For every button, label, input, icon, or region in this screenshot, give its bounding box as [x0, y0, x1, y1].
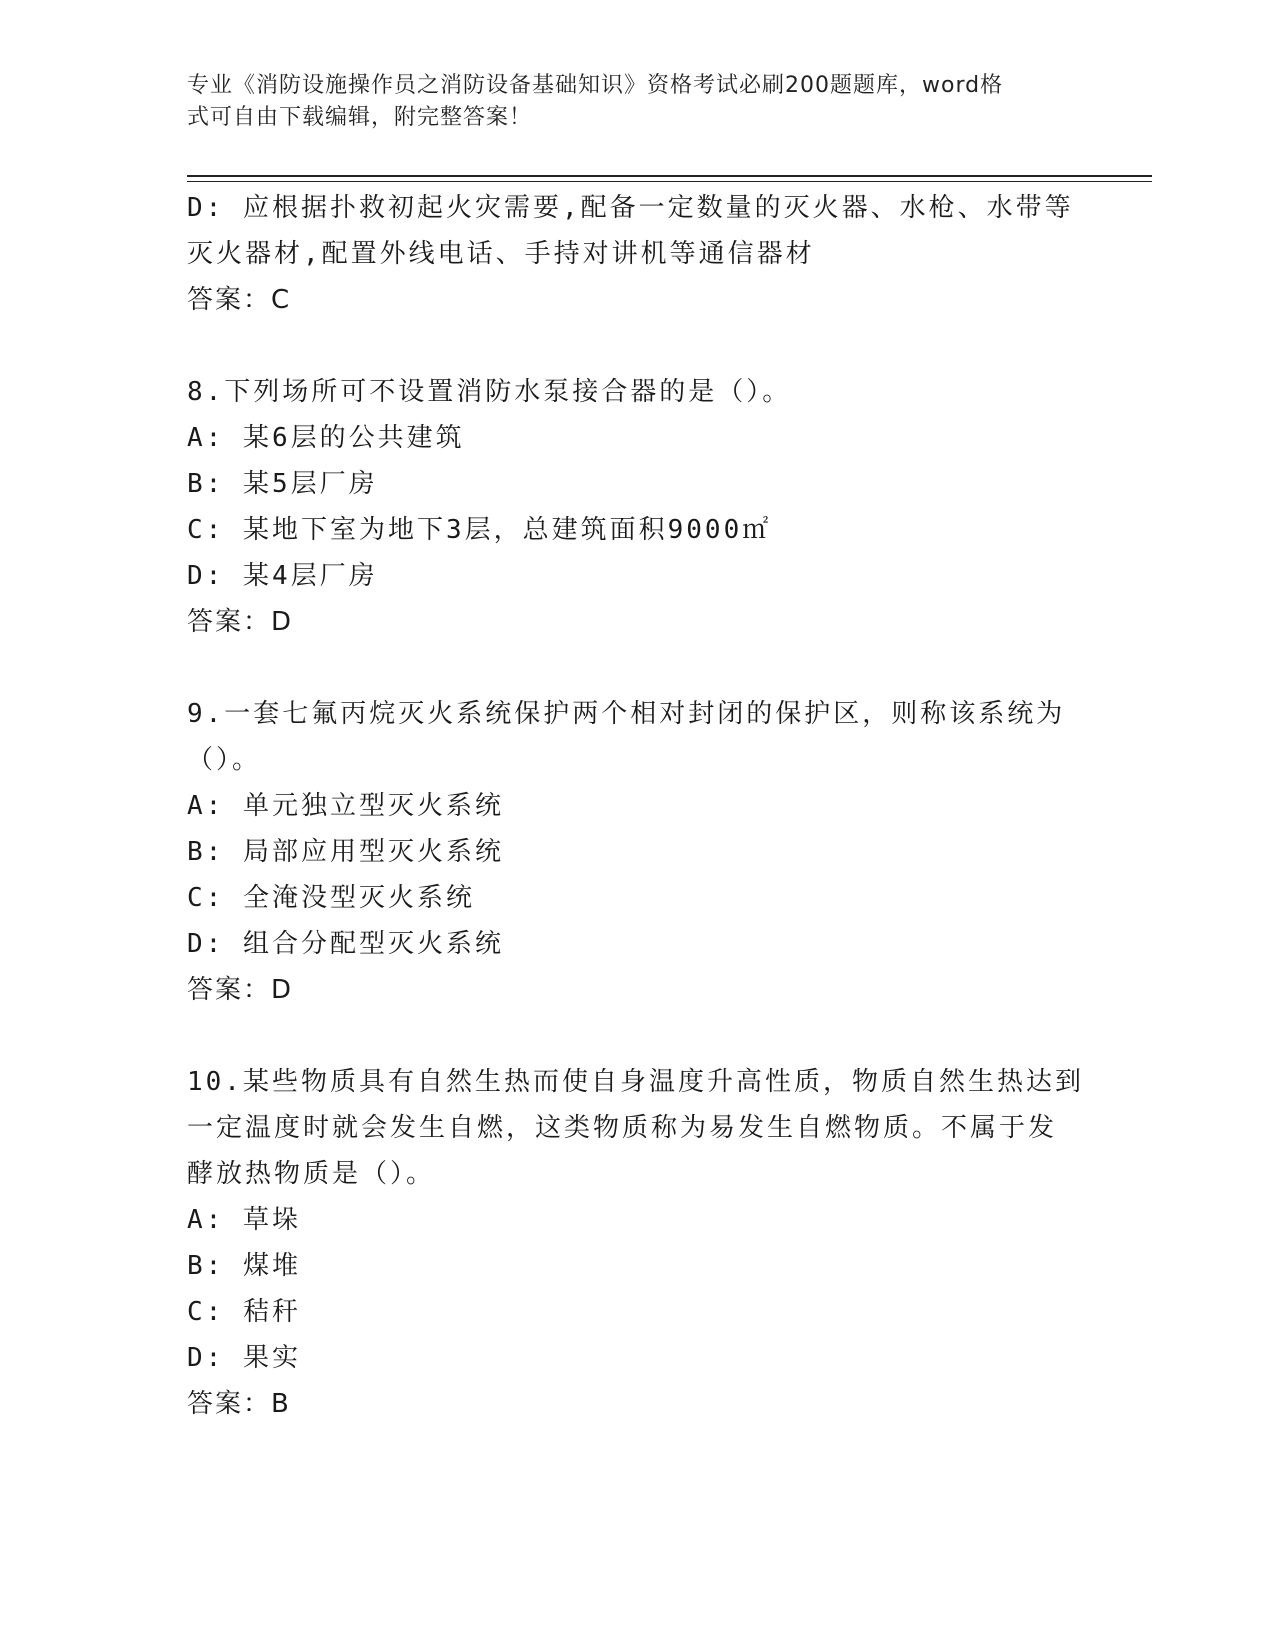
- question-8: [187, 369, 1087, 645]
- option-c: C: 某地下室为地下3层，总建筑面积9000㎡: [187, 515, 772, 545]
- question-9: [187, 691, 1087, 1013]
- spacer: [187, 1013, 1087, 1059]
- header-divider-thin: [187, 181, 1152, 182]
- option-c: C: 秸秆: [187, 1297, 301, 1327]
- question-stem: 10.某些物质具有自然生热而使自身温度升高性质，物质自然生热达到: [187, 1067, 1084, 1097]
- spacer: [187, 645, 1087, 691]
- option-d-line-2: 灭火器材,配置外线电话、手持对讲机等通信器材: [187, 239, 815, 269]
- option-b: B: 局部应用型灭火系统: [187, 837, 504, 867]
- option-b: B: 煤堆: [187, 1251, 301, 1281]
- option-d: D: 组合分配型灭火系统: [187, 929, 504, 959]
- question-10: [187, 1059, 1087, 1427]
- option-a: A: 某6层的公共建筑: [187, 423, 465, 453]
- question-list: [187, 185, 1087, 1427]
- question-stem: 8.下列场所可不设置消防水泵接合器的是（）。: [187, 377, 792, 407]
- option-d: D: 果实: [187, 1343, 301, 1373]
- option-d: D: 某4层厂房: [187, 561, 378, 591]
- answer-text: 答案：D: [187, 975, 294, 1005]
- question-stem-continued: （）。: [187, 745, 262, 775]
- spacer: [187, 323, 1087, 369]
- option-a: A: 草垛: [187, 1205, 301, 1235]
- header-divider-thick: [187, 175, 1152, 177]
- answer-text: 答案：B: [187, 1389, 291, 1419]
- question-stem: 9.一套七氟丙烷灭火系统保护两个相对封闭的保护区，则称该系统为: [187, 699, 1066, 729]
- answer-text: 答案：D: [187, 607, 294, 637]
- option-c: C: 全淹没型灭火系统: [187, 883, 475, 913]
- answer-text: 答案：C: [187, 285, 292, 315]
- question-7-continued: [187, 185, 1087, 323]
- header-line-1: 专业《消防设施操作员之消防设备基础知识》资格考试必刷200题题库，word格: [187, 73, 1004, 98]
- option-a: A: 单元独立型灭火系统: [187, 791, 504, 821]
- header-line-2: 式可自由下载编辑，附完整答案！: [187, 105, 533, 130]
- document-header: [187, 70, 1067, 134]
- question-stem-continued: 酵放热物质是（）。: [187, 1159, 436, 1189]
- question-stem-continued: 一定温度时就会发生自燃，这类物质称为易发生自燃物质。不属于发: [187, 1113, 1058, 1143]
- option-d-line-1: D: 应根据扑救初起火灾需要,配备一定数量的灭火器、水枪、水带等: [187, 193, 1074, 223]
- option-b: B: 某5层厂房: [187, 469, 378, 499]
